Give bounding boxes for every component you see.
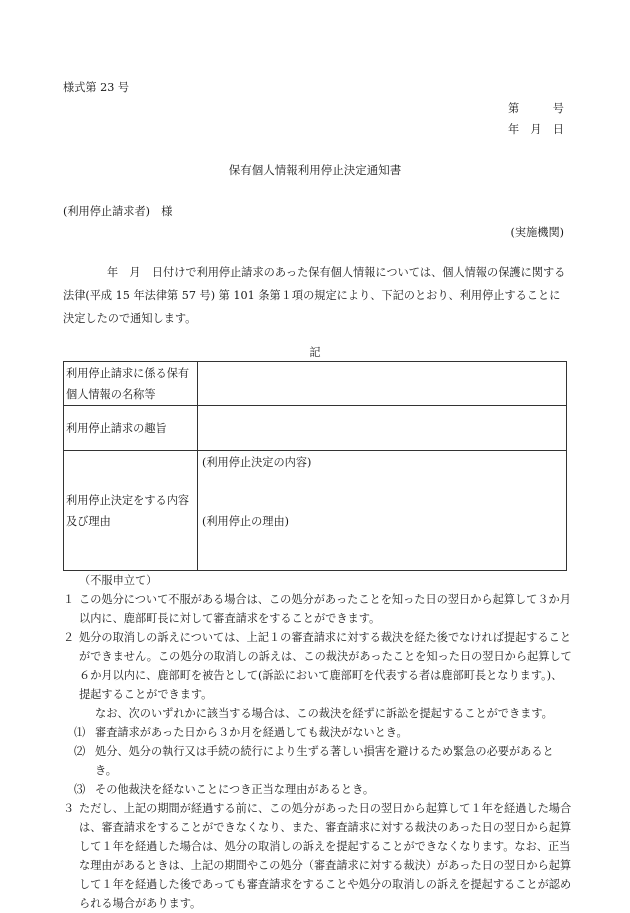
table-row (64, 451, 567, 571)
item-number: ２ (63, 631, 75, 644)
notice-body (63, 261, 568, 330)
item-text: 処分の取消しの訴えについては、上記１の審査請求に対する裁決を経た後でなければ提起することができません。この処分の取消しの訴えは、この裁決があったことを知った日の翌日から起算して６か月以内に、鹿部町を被告として(訴訟において鹿部町を代表する者は鹿部町長となります。)、提起することができます。 (79, 631, 572, 701)
sub-item-text: 処分、処分の執行又は手続の続行により生ずる著しい損害を避けるため緊急の必要があるとき。 (95, 745, 554, 777)
item-paragraph: なお、次のいずれかに該当する場合は、この裁決を経ずに訴訟を提起することができます。 (95, 707, 553, 720)
label-line: 利用停止決定をする内容 (66, 493, 190, 507)
list-item (63, 628, 573, 704)
decision-reason-subheading: (利用停止の理由) (202, 515, 290, 528)
item-number: １ (63, 593, 75, 606)
list-item (63, 590, 573, 628)
list-item (63, 799, 573, 913)
sub-item-number: ⑶ (74, 783, 86, 796)
details-table (63, 361, 567, 571)
sub-list-item (63, 780, 573, 799)
item-text: ただし、上記の期間が経過する前に、この処分があった日の翌日から起算して１年を経過した場合は、審査請求をすることができなくなり、また、審査請求に対する裁決のあった日の翌日から起算して１年を経過した場合は、処分の取消しの訴えを提起することができなくなります。なお、正当な理由があるときは、上記の期間やこの処分（審査請求に対する裁決）があった日の翌日から起算して１年を経過した後であっても審査請求をすることや処分の取消しの訴えを提起することが認められる場合があります。 (79, 802, 572, 910)
personal-info-name-value (198, 362, 567, 406)
sub-item-number: ⑵ (74, 745, 86, 758)
form-number: 様式第 23 号 (63, 81, 130, 94)
decision-content-subheading: (利用停止決定の内容) (202, 456, 312, 469)
label-line: 利用停止請求に係る保有 (66, 366, 190, 380)
notice-body-text: 年 月 日付けで利用停止請求のあった保有個人情報については、個人情報の保護に関する法律(平成 15 年法律第 57 号) 第 101 条第１項の規定により、下記のとおり、利用停止することに決定したので通知します。 (63, 266, 566, 325)
addressee: (利用停止請求者) 様 (63, 205, 173, 218)
ki-heading: 記 (309, 346, 321, 359)
table-row (64, 362, 567, 406)
sub-item-text: その他裁決を経ないことにつき正当な理由があるとき。 (95, 783, 375, 796)
request-purpose-label: 利用停止請求の趣旨 (64, 406, 198, 451)
appeal-notes (63, 571, 573, 913)
notes-heading: （不服申立て） (79, 574, 158, 587)
document-date: 年 月 日 (508, 123, 564, 136)
label-line: 及び理由 (66, 514, 111, 528)
sub-item-text: 審査請求があった日から３か月を経過しても裁決がないとき。 (95, 726, 408, 739)
label-line: 個人情報の名称等 (66, 387, 156, 401)
sub-item-number: ⑴ (74, 726, 86, 739)
sub-list-item (63, 723, 573, 742)
document-number: 第 号 (508, 102, 564, 115)
issuing-agency: (実施機関) (510, 226, 564, 239)
item-number: ３ (63, 802, 75, 815)
sub-list-item (63, 742, 573, 780)
decision-content-value (198, 451, 567, 571)
page-title: 保有個人情報利用停止決定通知書 (228, 163, 402, 177)
item-text: この処分について不服がある場合は、この処分があったことを知った日の翌日から起算して３か月以内に、鹿部町長に対して審査請求をすることができます。 (79, 593, 571, 625)
personal-info-name-label (64, 362, 198, 406)
decision-content-label (64, 451, 198, 571)
request-purpose-value (198, 406, 567, 451)
table-row (64, 406, 567, 451)
